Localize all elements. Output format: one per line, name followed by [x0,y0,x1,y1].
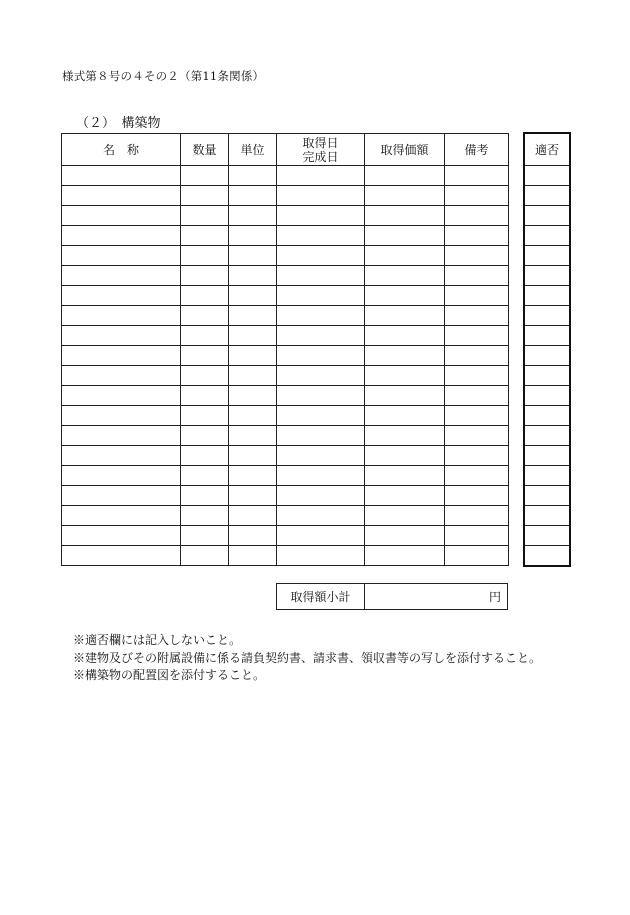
cell-remarks[interactable] [445,226,509,246]
cell-remarks[interactable] [445,526,509,546]
cell-quantity[interactable] [181,326,229,346]
judgement-header-row [524,133,570,166]
cell-price[interactable] [365,206,445,226]
section-title: （２） 構築物 [76,116,161,131]
cell-judgement[interactable] [524,206,570,226]
cell-date[interactable] [277,346,365,366]
cell-quantity[interactable] [181,466,229,486]
judgement-row [524,286,570,306]
table-body [62,166,509,566]
header-judgement: 適否 [524,133,570,166]
cell-date[interactable] [277,526,365,546]
cell-unit[interactable] [229,526,277,546]
cell-unit[interactable] [229,206,277,226]
cell-price[interactable] [365,546,445,566]
cell-price[interactable] [365,406,445,426]
cell-name[interactable] [62,486,181,506]
cell-name[interactable] [62,306,181,326]
table-row [62,346,509,366]
cell-name[interactable] [62,466,181,486]
table-row [62,406,509,426]
judgement-row [524,366,570,386]
cell-judgement[interactable] [524,306,570,326]
note-2: ※建物及びその附属設備に係る請負契約書、請求書、領収書等の写しを添付すること。 [73,650,542,665]
cell-price[interactable] [365,426,445,446]
table-row [62,286,509,306]
header-name: 名 称 [62,134,181,166]
cell-judgement[interactable] [524,486,570,506]
cell-quantity[interactable] [181,186,229,206]
header-date-completed: 完成日 [302,149,339,164]
judgement-table [523,132,571,567]
judgement-body [524,166,570,567]
cell-name[interactable] [62,246,181,266]
cell-name[interactable] [62,346,181,366]
cell-unit[interactable] [229,226,277,246]
cell-price[interactable] [365,306,445,326]
cell-unit[interactable] [229,426,277,446]
cell-date[interactable] [277,226,365,246]
table-row [62,186,509,206]
cell-unit[interactable] [229,546,277,566]
cell-remarks[interactable] [445,366,509,386]
header-quantity: 数量 [181,134,229,166]
cell-name[interactable] [62,226,181,246]
cell-quantity[interactable] [181,226,229,246]
header-date [277,134,365,166]
cell-name[interactable] [62,526,181,546]
cell-judgement[interactable] [524,406,570,426]
cell-judgement[interactable] [524,446,570,466]
form-identifier: 様式第８号の４その２（第11条関係） [62,69,265,83]
cell-judgement[interactable] [524,226,570,246]
cell-remarks[interactable] [445,406,509,426]
header-remarks: 備考 [445,134,509,166]
cell-unit[interactable] [229,166,277,186]
cell-unit[interactable] [229,246,277,266]
judgement-row [524,466,570,486]
cell-judgement[interactable] [524,186,570,206]
cell-date[interactable] [277,306,365,326]
table-row [62,466,509,486]
cell-date[interactable] [277,466,365,486]
judgement-row [524,426,570,446]
cell-remarks[interactable] [445,426,509,446]
cell-remarks[interactable] [445,166,509,186]
cell-name[interactable] [62,546,181,566]
cell-quantity[interactable] [181,166,229,186]
table-row [62,486,509,506]
cell-unit[interactable] [229,366,277,386]
judgement-row [524,506,570,526]
cell-quantity[interactable] [181,406,229,426]
subtotal-table [276,583,508,610]
cell-unit[interactable] [229,266,277,286]
cell-remarks[interactable] [445,466,509,486]
cell-unit[interactable] [229,446,277,466]
cell-quantity[interactable] [181,526,229,546]
judgement-row [524,246,570,266]
cell-judgement[interactable] [524,546,570,567]
cell-price[interactable] [365,366,445,386]
judgement-row [524,166,570,186]
judgement-row [524,546,570,567]
cell-judgement[interactable] [524,326,570,346]
cell-date[interactable] [277,246,365,266]
cell-quantity[interactable] [181,266,229,286]
cell-price[interactable] [365,526,445,546]
cell-remarks[interactable] [445,266,509,286]
cell-remarks[interactable] [445,306,509,326]
cell-price[interactable] [365,446,445,466]
table-row [62,426,509,446]
judgement-row [524,226,570,246]
table-row [62,386,509,406]
cell-date[interactable] [277,486,365,506]
cell-quantity[interactable] [181,386,229,406]
cell-unit[interactable] [229,326,277,346]
cell-name[interactable] [62,286,181,306]
note-3: ※構築物の配置図を添付すること。 [73,668,266,682]
cell-name[interactable] [62,266,181,286]
cell-judgement[interactable] [524,366,570,386]
cell-quantity[interactable] [181,206,229,226]
cell-judgement[interactable] [524,386,570,406]
cell-price[interactable] [365,166,445,186]
cell-remarks[interactable] [445,506,509,526]
cell-name[interactable] [62,386,181,406]
cell-unit[interactable] [229,346,277,366]
judgement-row [524,346,570,366]
table-row [62,206,509,226]
judgement-row [524,446,570,466]
cell-quantity[interactable] [181,346,229,366]
cell-judgement[interactable] [524,526,570,546]
cell-date[interactable] [277,206,365,226]
cell-price[interactable] [365,246,445,266]
cell-price[interactable] [365,226,445,246]
header-unit: 単位 [229,134,277,166]
subtotal-label: 取得額小計 [277,584,365,610]
cell-date[interactable] [277,366,365,386]
table-row [62,226,509,246]
cell-remarks[interactable] [445,246,509,266]
cell-remarks[interactable] [445,546,509,566]
cell-unit[interactable] [229,486,277,506]
table-row [62,166,509,186]
cell-quantity[interactable] [181,286,229,306]
cell-name[interactable] [62,446,181,466]
judgement-row [524,486,570,506]
cell-unit[interactable] [229,406,277,426]
cell-remarks[interactable] [445,346,509,366]
cell-price[interactable] [365,186,445,206]
table-row [62,246,509,266]
cell-quantity[interactable] [181,426,229,446]
table-row [62,506,509,526]
subtotal-value-field[interactable]: 円 [365,584,508,610]
judgement-row [524,386,570,406]
table-row [62,366,509,386]
note-1: ※適否欄には記入しないこと。 [73,633,242,647]
judgement-row [524,186,570,206]
judgement-row [524,406,570,426]
cell-name[interactable] [62,326,181,346]
cell-price[interactable] [365,506,445,526]
cell-unit[interactable] [229,386,277,406]
judgement-row [524,206,570,226]
cell-name[interactable] [62,426,181,446]
cell-price[interactable] [365,486,445,506]
cell-judgement[interactable] [524,286,570,306]
cell-name[interactable] [62,406,181,426]
table-row [62,326,509,346]
cell-judgement[interactable] [524,166,570,186]
cell-date[interactable] [277,546,365,566]
cell-name[interactable] [62,506,181,526]
cell-date[interactable] [277,166,365,186]
cell-price[interactable] [365,326,445,346]
cell-unit[interactable] [229,466,277,486]
subtotal-row [277,584,508,610]
cell-date[interactable] [277,506,365,526]
cell-quantity[interactable] [181,306,229,326]
cell-judgement[interactable] [524,266,570,286]
table-row [62,546,509,566]
cell-price[interactable] [365,386,445,406]
cell-quantity[interactable] [181,246,229,266]
cell-name[interactable] [62,166,181,186]
cell-name[interactable] [62,186,181,206]
cell-remarks[interactable] [445,186,509,206]
notes [73,632,541,685]
header-row [62,134,509,166]
cell-remarks[interactable] [445,486,509,506]
cell-quantity[interactable] [181,446,229,466]
cell-price[interactable] [365,346,445,366]
table-row [62,266,509,286]
cell-quantity[interactable] [181,506,229,526]
table-row [62,306,509,326]
judgement-row [524,266,570,286]
header-price: 取得価額 [365,134,445,166]
header-date-acquired: 取得日 [302,135,339,150]
cell-date[interactable] [277,326,365,346]
cell-remarks[interactable] [445,386,509,406]
cell-unit[interactable] [229,186,277,206]
cell-quantity[interactable] [181,486,229,506]
cell-remarks[interactable] [445,286,509,306]
cell-remarks[interactable] [445,326,509,346]
cell-price[interactable] [365,266,445,286]
table-row [62,526,509,546]
cell-date[interactable] [277,266,365,286]
cell-judgement[interactable] [524,426,570,446]
cell-quantity[interactable] [181,366,229,386]
cell-name[interactable] [62,366,181,386]
cell-price[interactable] [365,466,445,486]
structures-table [61,133,509,566]
cell-judgement[interactable] [524,346,570,366]
cell-judgement[interactable] [524,466,570,486]
cell-remarks[interactable] [445,206,509,226]
judgement-row [524,526,570,546]
cell-remarks[interactable] [445,446,509,466]
cell-date[interactable] [277,426,365,446]
cell-price[interactable] [365,286,445,306]
cell-judgement[interactable] [524,246,570,266]
cell-date[interactable] [277,186,365,206]
cell-unit[interactable] [229,306,277,326]
judgement-row [524,306,570,326]
judgement-row [524,326,570,346]
cell-date[interactable] [277,446,365,466]
cell-judgement[interactable] [524,506,570,526]
cell-unit[interactable] [229,506,277,526]
table-row [62,446,509,466]
cell-unit[interactable] [229,286,277,306]
cell-date[interactable] [277,386,365,406]
cell-date[interactable] [277,286,365,306]
cell-name[interactable] [62,206,181,226]
cell-date[interactable] [277,406,365,426]
cell-quantity[interactable] [181,546,229,566]
